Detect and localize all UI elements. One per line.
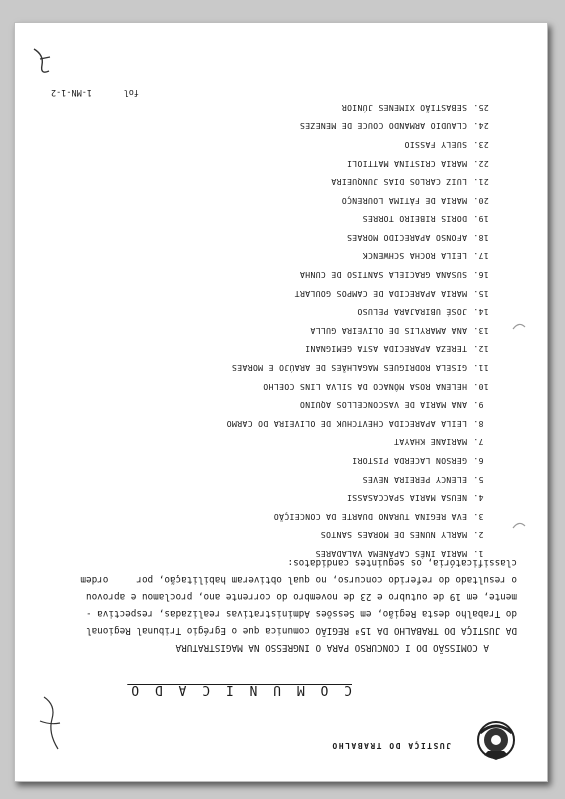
candidate-name: SUSANA GRACIELA SANTISO DE CUNHA: [299, 270, 467, 281]
list-item: [226, 358, 495, 377]
item-number: 12.: [473, 344, 489, 355]
item-number: 21.: [473, 177, 489, 188]
list-item: [226, 451, 495, 470]
item-number: 20.: [473, 195, 489, 206]
list-item: [226, 321, 495, 340]
document-page: [14, 22, 548, 782]
intro-line: classificatória, os seguintes candidatos:: [287, 557, 517, 568]
list-item: [226, 470, 495, 489]
intro-line: mente, em 19 de outubro e 23 de novembro do corrente ano, proclamou e aprovou: [86, 591, 517, 602]
list-item: [226, 284, 495, 303]
item-number: 24.: [473, 121, 489, 132]
item-number: 23.: [473, 139, 489, 150]
candidate-name: LEILA APARECIDA CHEVTCHUK DE OLIVEIRA DO CARMO: [226, 418, 467, 429]
candidate-name: DORIS RIBEIRO TORRES: [362, 214, 467, 225]
list-item: [226, 526, 495, 545]
list-item: [226, 154, 495, 173]
candidate-name: SEBASTIÃO XIMENES JÚNIOR: [341, 102, 467, 113]
item-number: 5.: [473, 474, 484, 485]
candidate-name: ANA AMARYLIS DE OLIVEIRA GULLA: [310, 325, 467, 336]
item-number: 10.: [473, 381, 489, 392]
item-number: 15.: [473, 288, 489, 299]
candidate-name: ANA MARIA DE VASCONCELLOS AQUINO: [299, 400, 467, 411]
handwritten-margin-mark-icon: [38, 695, 62, 753]
folio-label: fol: [123, 87, 139, 97]
list-item: [226, 210, 495, 229]
item-number: 6.: [473, 456, 484, 467]
candidate-name: MARIANE KHAYAT: [393, 437, 467, 448]
intro-line: do Trabalho desta Região, em Sessões Administrativas realizadas, respectiva -: [86, 608, 517, 619]
candidate-name: LEILA ROCHA SCHWENCK: [362, 251, 467, 262]
court-header: JUSTIÇA DO TRABALHO: [330, 741, 451, 750]
item-number: 4.: [473, 493, 484, 504]
item-number: 18.: [473, 232, 489, 243]
item-number: 11.: [473, 363, 489, 374]
item-number: 25.: [473, 102, 489, 113]
list-item: [226, 507, 495, 526]
list-item: [226, 396, 495, 415]
list-item: [226, 173, 495, 192]
list-item: [226, 191, 495, 210]
list-item: [226, 266, 495, 285]
candidate-name: NEUSA MARIA SPACCASASSI: [346, 493, 467, 504]
coat-of-arms-seal-icon: [474, 719, 518, 763]
item-number: 1.: [473, 549, 484, 559]
item-number: 22.: [473, 158, 489, 169]
candidate-name: CLAUDIO ARMANDO COUCE DE MENEZES: [299, 121, 467, 132]
candidate-name: HELENA ROSA MÔNACO DA SILVA LINS COELHO: [263, 381, 467, 392]
document-heading: C O M U N I C A D O: [127, 682, 352, 697]
list-item: [226, 544, 495, 563]
list-item: [226, 377, 495, 396]
item-number: 9.: [473, 400, 484, 411]
candidate-name: GISELA RODRIGUES MAGALHÃES DE ARAÚJO E MORAES: [231, 363, 467, 374]
punch-hole-icon: [511, 319, 527, 335]
candidate-name: TEREZA APARECIDA ASTA GEMIGNANI: [304, 344, 467, 355]
item-number: 19.: [473, 214, 489, 225]
list-item: [226, 489, 495, 508]
list-item: [226, 228, 495, 247]
candidate-name: AFONSO APARECIDO MORAES: [346, 232, 467, 243]
intro-line: DA JUSTIÇA DO TRABALHO DA 15ª REGIÃO comunica que o Egrégio Tribunal Regional: [86, 625, 517, 636]
candidate-name: MARIA DE FÁTIMA LOURENÇO: [341, 195, 467, 206]
list-item: [226, 414, 495, 433]
candidate-name: SUELY FASSIO: [404, 139, 467, 150]
candidate-name: MARIA APARECIDA DE CAMPOS GOULART: [294, 288, 467, 299]
candidate-name: MARIA INÊS CAPANEMA VALADARES: [315, 549, 467, 559]
list-item: [226, 340, 495, 359]
candidate-name: JOSÉ UBIRAJARA PELUSO: [357, 307, 467, 318]
candidate-name: LUIZ CARLOS DIAS JUNQUEIRA: [331, 177, 467, 188]
candidate-name: GERSON LACERDA PISTORI: [351, 456, 467, 467]
item-number: 16.: [473, 270, 489, 281]
candidate-name: ELENCY PEREIRA NEVES: [362, 474, 467, 485]
page-reference: 1-MN-1-2: [51, 87, 92, 97]
item-number: 13.: [473, 325, 489, 336]
item-number: 8.: [473, 418, 484, 429]
intro-line: A COMISSÃO DO I CONCURSO PARA O INGRESSO NA MAGISTRATURA: [175, 642, 489, 653]
handwritten-initial-icon: [30, 45, 52, 75]
item-number: 3.: [473, 511, 484, 522]
intro-paragraph: [39, 554, 517, 656]
list-item: [226, 247, 495, 266]
upside-down-sheet: [15, 23, 547, 781]
list-item: [226, 303, 495, 322]
item-number: 7.: [473, 437, 484, 448]
candidate-name: MARIA CRISTINA MATTIOLI: [346, 158, 467, 169]
item-number: 14.: [473, 307, 489, 318]
list-item: [226, 98, 495, 117]
list-item: [226, 117, 495, 136]
item-number: 2.: [473, 530, 484, 541]
punch-hole-icon: [511, 518, 527, 534]
item-number: 17.: [473, 251, 489, 262]
candidate-list: [226, 98, 495, 563]
candidate-name: MARLY NUNES DE MORAES SANTOS: [320, 530, 467, 541]
intro-line: o resultado do referido concurso, no qual obtiveram habilitação, por ordem: [80, 574, 517, 585]
list-item: [226, 135, 495, 154]
list-item: [226, 433, 495, 452]
candidate-name: EVA REGINA TURANO DUARTE DA CONCEIÇÃO: [273, 511, 467, 522]
